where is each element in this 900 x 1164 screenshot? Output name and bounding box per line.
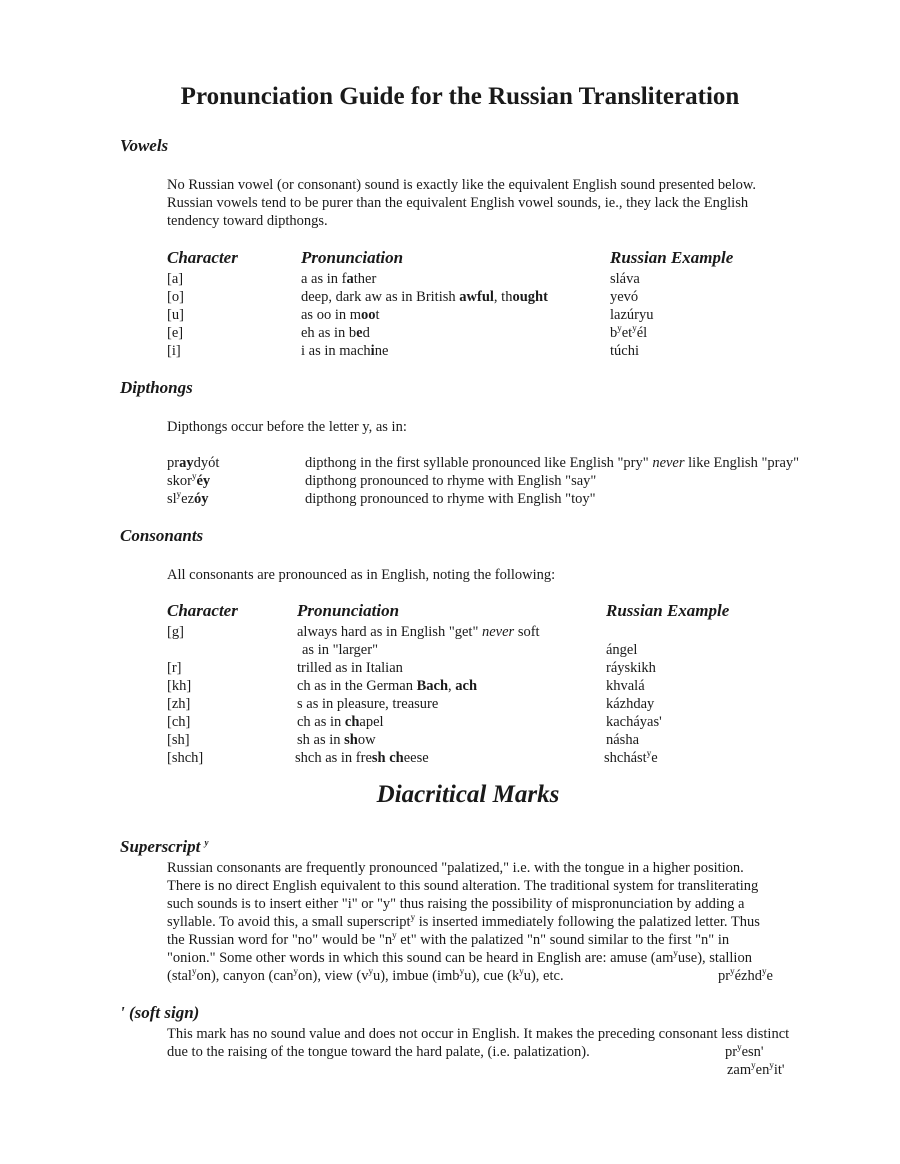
consonant-example: ángel <box>606 642 638 658</box>
superscript-text-line-5: the Russian word for "no" would be "$n^y$ et" with the palatized "n" sound similar to the first "n" in <box>167 930 730 948</box>
consonant-pronunciation: ch as in chapel <box>297 714 384 730</box>
superscript-example: $pr^yézhd^ye$ <box>718 966 773 984</box>
page-title: Pronunciation Guide for the Russian Transliteration <box>180 83 740 110</box>
consonant-char: [shch] <box>167 750 204 766</box>
vowels-col-character: Character <box>167 248 238 267</box>
consonant-char: [ch] <box>167 714 191 730</box>
consonant-pronunciation: sh as in show <box>297 732 376 748</box>
vowels-intro-line-1: No Russian vowel (or consonant) sound is exactly like the equivalent English sound presented below. <box>167 177 757 193</box>
vowel-pronunciation: deep, dark aw as in British awful, thought <box>301 289 548 305</box>
dipthong-description: dipthong pronounced to rhyme with English "toy" <box>305 491 596 507</box>
vowel-example: $b^yet^yél$ <box>610 323 648 341</box>
consonant-pronunciation-continued: as in "larger" <box>302 642 378 658</box>
dipthong-word: skor$^y$éy <box>167 471 211 489</box>
vowels-col-pronunciation: Pronunciation <box>301 248 404 267</box>
dipthong-word: praydyót <box>167 455 220 471</box>
consonants-intro: All consonants are pronounced as in English, noting the following: <box>167 567 556 583</box>
vowel-char: [u] <box>167 307 184 323</box>
dipthongs-heading: Dipthongs <box>120 378 193 397</box>
consonant-char: [sh] <box>167 732 190 748</box>
dipthong-description: dipthong pronounced to rhyme with English "say" <box>305 473 597 489</box>
superscript-text-line-1: Russian consonants are frequently pronounced "palatized," i.e. with the tongue in a higher position. <box>167 860 744 876</box>
soft-sign-heading: ' (soft sign) <box>120 1003 200 1022</box>
consonant-pronunciation: shch as in fresh cheese <box>295 750 429 766</box>
consonant-char: [g] <box>167 624 184 640</box>
vowels-heading: Vowels <box>120 136 169 155</box>
consonant-example: kacháyas' <box>606 714 662 730</box>
consonants-col-pronunciation: Pronunciation <box>297 601 400 620</box>
superscript-text-line-4: syllable. To avoid this, a small superscript$^y$ is inserted immediately following the palatized letter. Thus <box>167 912 760 930</box>
consonant-pronunciation: ch as in the German Bach, ach <box>297 678 478 694</box>
consonant-example: shchást$^y$e <box>604 748 658 766</box>
consonants-col-example: Russian Example <box>606 601 730 620</box>
superscript-text-line-6: "onion." Some other words in which this sound can be heard in English are: amuse $(am^yuse)$, stallion <box>167 948 752 966</box>
soft-sign-text-line-1: This mark has no sound value and does not occur in English. It makes the preceding consonant less distinct <box>167 1026 790 1042</box>
consonant-pronunciation: s as in pleasure, treasure <box>297 696 439 712</box>
consonant-example: kázhday <box>606 696 655 712</box>
consonant-example: násha <box>606 732 640 748</box>
superscript-text-line-3: such sounds is to insert either "i" or "y" thus raising the possibility of mispronunciation by adding a <box>167 896 745 912</box>
vowel-example: yevó <box>610 289 639 305</box>
soft-sign-example: $zam^yen^yit'$ <box>727 1060 785 1078</box>
superscript-heading: Superscript $^y$ <box>120 837 209 856</box>
vowels-col-example: Russian Example <box>610 248 734 267</box>
vowel-example: lazúryu <box>610 307 654 323</box>
consonant-char: [kh] <box>167 678 192 694</box>
vowels-intro-line-3: tendency toward dipthongs. <box>167 213 328 229</box>
vowel-pronunciation: as oo in moot <box>301 307 380 323</box>
vowel-char: [o] <box>167 289 184 305</box>
consonant-pronunciation: trilled as in Italian <box>297 660 403 676</box>
diacritical-marks-heading: Diacritical Marks <box>376 781 560 808</box>
vowels-intro-line-2: Russian vowels tend to be purer than the equivalent English vowel sounds, ie., they lack the English <box>167 195 749 211</box>
superscript-text-line-2: There is no direct English equivalent to this sound alteration. The traditional system for transliterating <box>167 878 759 894</box>
consonant-example: khvalá <box>606 678 645 694</box>
vowel-pronunciation: i as in machine <box>301 343 389 359</box>
vowel-char: [i] <box>167 343 181 359</box>
soft-sign-example: $pr^yesn'$ <box>725 1042 764 1060</box>
vowel-char: [e] <box>167 325 184 341</box>
consonant-pronunciation: always hard as in English "get" never soft <box>297 624 540 640</box>
consonant-example: ráyskikh <box>606 660 656 676</box>
consonants-heading: Consonants <box>120 526 204 545</box>
soft-sign-text-line-2: due to the raising of the tongue toward the hard palate, (i.e. palatization). <box>167 1044 590 1060</box>
consonant-char: [r] <box>167 660 182 676</box>
dipthong-description: dipthong in the first syllable pronounced like English "pry" never like English "pray" <box>305 455 800 471</box>
vowel-pronunciation: eh as in bed <box>301 325 370 341</box>
vowel-char: [a] <box>167 271 184 287</box>
vowel-example: sláva <box>610 271 640 287</box>
consonant-char: [zh] <box>167 696 191 712</box>
superscript-text-line-7: (stal$^y$on), canyon (can$^y$on), view $(v^yu)$, imbue (imb$^y$u), cue $(k^yu)$, etc. <box>167 966 564 984</box>
dipthongs-intro: Dipthongs occur before the letter y, as in: <box>167 419 407 435</box>
vowel-example: túchi <box>610 343 639 359</box>
dipthong-word: $sl^yezóy$ <box>167 489 209 507</box>
vowel-pronunciation: a as in father <box>301 271 377 287</box>
consonants-col-character: Character <box>167 601 238 620</box>
